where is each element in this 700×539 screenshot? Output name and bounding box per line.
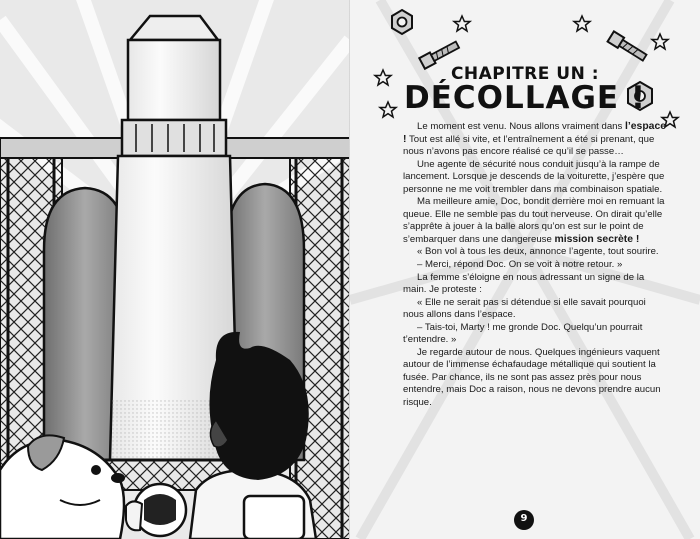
paragraph: [403, 297, 668, 322]
star-icon: [574, 16, 590, 31]
emphasis-text: l’espace !: [403, 121, 666, 145]
paragraph-text: Je regarde autour de nous. Quelques ingénieurs vaquent autour de l’immense échafaudage métallique qui soutient la fusée. Par chance, ils ne sont pas assez près pour nous entendre, mais Doc a raison, nous ne devons prendre aucun risque.: [403, 346, 661, 409]
paragraph: [403, 196, 668, 246]
text-page: [350, 0, 700, 539]
paragraph: [403, 159, 668, 197]
paragraph: [403, 121, 668, 159]
paragraph: [403, 347, 668, 410]
emphasis-text: mission secrète !: [554, 233, 640, 245]
star-icon: [454, 16, 470, 31]
paragraph: [403, 259, 668, 272]
paragraph: [403, 322, 668, 347]
paragraph-text: – Merci, répond Doc. On se voit à notre retour. »: [417, 259, 623, 271]
paragraph-text: Tout est allé si vite, et l’entraînement a été si prenant, que nous n’avons pas encore réalisé ce qu’il se passe…: [403, 133, 655, 158]
hex-nut-icon: [392, 10, 412, 34]
chapter-body: [403, 121, 668, 410]
page-number: 9: [520, 513, 528, 524]
paragraph: [403, 246, 668, 259]
paragraph-text: – Tais-toi, Marty ! me gronde Doc. Quelqu’un pourrait t’entendre. »: [403, 321, 643, 346]
chapter-title: DÉCOLLAGE !: [403, 80, 647, 116]
paragraph-text: La femme s’éloigne en nous adressant un signe de la main. Je proteste :: [403, 271, 645, 296]
paragraph-text: « Elle ne serait pas si détendue si elle savait pourquoi nous allons dans l’espace.: [403, 296, 646, 321]
paragraph-text: Le moment est venu. Nous allons vraiment dans: [417, 121, 625, 132]
chapter-label: CHAPITRE UN :: [450, 64, 600, 84]
paragraph-text: Une agente de sécurité nous conduit jusqu’à la rampe de lancement. Lorsque je descends de la voiturette, j’espère que personne ne me voit trembler dans ma combinaison spatiale.: [403, 158, 665, 195]
paragraph-text: Ma meilleure amie, Doc, bondit derrière moi en remuant la queue. Elle ne semble pas du tout nerveuse. On dirait qu’elle s’apprête à jouer à la balle alors qu’on est sur le point de s’embarquer dans une dangereuse: [403, 196, 665, 245]
paragraph-text: « Bon vol à tous les deux, annonce l’agente, tout sourire.: [417, 246, 659, 258]
paragraph: [403, 272, 668, 297]
